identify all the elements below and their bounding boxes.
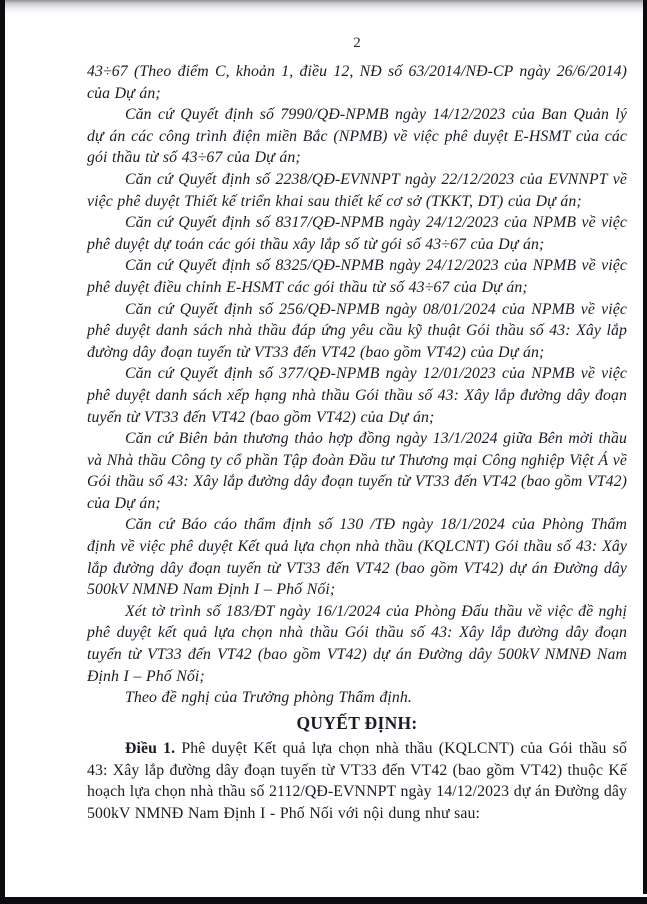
scan-edge-bottom bbox=[0, 897, 647, 904]
document-body bbox=[87, 61, 627, 825]
article-1-text: Phê duyệt Kết quả lựa chọn nhà thầu (KQLCNT) của Gói thầu số 43: Xây lắp đường dây đoạn tuyến từ VT33 đến VT42 (bao gồm VT42) thuộc Kế hoạch lựa chọn nhà thầu số 2112/QĐ-EVNNPT ngày 14/12/2023 dự án Đường dây 500kV NMNĐ Nam Định I - Phố Nối với nội dung như sau: bbox=[87, 739, 627, 823]
legal-basis-paragraph: Căn cứ Báo cáo thẩm định số 130 /TĐ ngày 18/1/2024 của Phòng Thẩm định về việc phê duyệt Kết quả lựa chọn nhà thầu (KQLCNT) Gói thầu số 43: Xây lắp đường dây đoạn tuyến từ VT33 đến VT42 (bao gồm VT42) dự án Đường dây 500kV NMNĐ Nam Định I – Phố Nối; bbox=[87, 516, 627, 599]
legal-basis-paragraph: Căn cứ Quyết định số 2238/QĐ-EVNNPT ngày 22/12/2023 của EVNNPT về việc phê duyệt Thiết kế triển khai sau thiết kế cơ sở (TKKT, DT) của Dự án; bbox=[87, 170, 627, 210]
legal-basis-paragraph: Căn cứ Quyết định số 377/QĐ-NPMB ngày 12/01/2023 của NPMB về việc phê duyệt danh sách xếp hạng nhà thầu Gói thầu số 43: Xây lắp đường dây đoạn tuyến từ VT33 đến VT42 (bao gồm VT42) của Dự án; bbox=[87, 365, 627, 426]
legal-basis-paragraph: Căn cứ Quyết định số 7990/QĐ-NPMB ngày 14/12/2023 của Ban Quản lý dự án các công trình điện miền Bắc (NPMB) về việc phê duyệt E-HSMT của các gói thầu từ số 43÷67 của Dự án; bbox=[87, 106, 627, 167]
scan-shadow-top bbox=[0, 0, 647, 14]
proposal-paragraph: Theo đề nghị của Trưởng phòng Thẩm định. bbox=[125, 689, 412, 707]
legal-basis-paragraph: Căn cứ Quyết định số 256/QĐ-NPMB ngày 08/01/2024 của NPMB về việc phê duyệt danh sách nhà thầu đáp ứng yêu cầu kỹ thuật Gói thầu số 43: Xây lắp đường dây đoạn tuyến từ VT33 đến VT42 (bao gồm VT42) của Dự án; bbox=[87, 300, 627, 361]
legal-basis-paragraph: Căn cứ Biên bản thương thảo hợp đồng ngày 13/1/2024 giữa Bên mời thầu và Nhà thầu Công ty cổ phần Tập đoàn Đầu tư Thương mại Công nghiệp Việt Á về Gói thầu số 43: Xây lắp đường dây đoạn tuyến từ VT33 đến VT42 (bao gồm VT42) của Dự án; bbox=[87, 430, 627, 512]
page-number: 2 bbox=[353, 35, 361, 51]
legal-basis-paragraph: Xét tờ trình số 183/ĐT ngày 16/1/2024 của Phòng Đấu thầu về việc đề nghị phê duyệt kết quả lựa chọn nhà thầu Gói thầu số 43: Xây lắp đường dây đoạn tuyến từ VT33 đến VT42 (bao gồm VT42) dự án Đường dây 500kV NMNĐ Nam Định I – Phố Nối; bbox=[87, 602, 627, 685]
continuation-paragraph: 43÷67 (Theo điểm C, khoản 1, điều 12, NĐ số 63/2014/NĐ-CP ngày 26/6/2014) của Dự án; bbox=[87, 63, 627, 102]
article-1-label: Điều 1. bbox=[125, 739, 176, 757]
scan-edge-left bbox=[0, 0, 5, 904]
article-1-paragraph bbox=[87, 738, 627, 825]
decision-heading: QUYẾT ĐỊNH: bbox=[296, 712, 418, 733]
legal-basis-paragraph: Căn cứ Quyết định số 8325/QĐ-NPMB ngày 24/12/2023 của NPMB về việc phê duyệt điều chỉnh E-HSMT các gói thầu từ số 43÷67 của Dự án; bbox=[87, 257, 627, 296]
scan-edge-right bbox=[643, 0, 647, 894]
legal-basis-paragraph: Căn cứ Quyết định số 8317/QĐ-NPMB ngày 24/12/2023 của NPMB về việc phê duyệt dự toán các gói thầu xây lắp số từ gói số 43÷67 của Dự án; bbox=[87, 214, 627, 253]
